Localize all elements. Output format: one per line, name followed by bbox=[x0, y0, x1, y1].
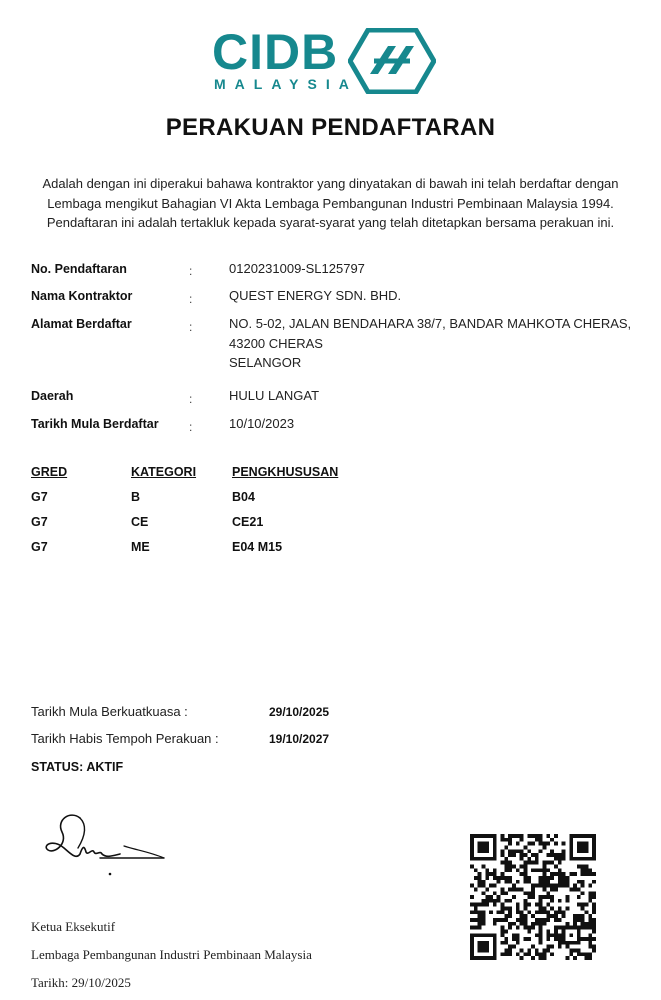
label-alamat: Alamat Berdaftar bbox=[31, 317, 132, 331]
value-alamat bbox=[229, 314, 631, 373]
qr-code-image bbox=[470, 834, 596, 960]
value-no-pendaftaran: 0120231009-SL125797 bbox=[229, 261, 365, 276]
cell-kategori: ME bbox=[131, 540, 150, 554]
cidb-logo bbox=[212, 24, 440, 96]
signature-date: Tarikh: 29/10/2025 bbox=[31, 975, 131, 990]
colon: : bbox=[189, 292, 193, 306]
logo-subtitle: MALAYSIA bbox=[214, 76, 358, 92]
logo-name: CIDB bbox=[212, 24, 339, 80]
cell-kategori: CE bbox=[131, 515, 149, 529]
header-gred: GRED bbox=[31, 465, 68, 479]
label-no-pendaftaran: No. Pendaftaran bbox=[31, 262, 127, 276]
intro-line: Lembaga mengikut Bahagian VI Akta Lembaga Pembangunan Industri Pembinaan Malaysia 1994. bbox=[47, 195, 614, 211]
label-nama-kontraktor: Nama Kontraktor bbox=[31, 289, 133, 303]
cell-gred: G7 bbox=[31, 515, 48, 529]
signature-image bbox=[40, 808, 170, 880]
cell-gred: G7 bbox=[31, 540, 48, 554]
label-tarikh-mula: Tarikh Mula Berdaftar bbox=[31, 417, 159, 431]
value-tarikh-habis-tempoh: 19/10/2027 bbox=[269, 732, 330, 746]
value-tarikh-mula-berkuatkuasa: 29/10/2025 bbox=[269, 705, 330, 719]
colon: : bbox=[189, 420, 193, 434]
value-tarikh-mula: 10/10/2023 bbox=[229, 416, 295, 431]
status-text: STATUS: AKTIF bbox=[31, 760, 124, 774]
label-daerah: Daerah bbox=[31, 389, 74, 403]
page-title: PERAKUAN PENDAFTARAN bbox=[165, 114, 496, 141]
label-tarikh-mula-berkuatkuasa: Tarikh Mula Berkuatkuasa : bbox=[31, 704, 188, 719]
cell-pengkhususan: B04 bbox=[232, 490, 255, 504]
value-daerah: HULU LANGAT bbox=[229, 388, 320, 403]
signatory-role: Ketua Eksekutif bbox=[31, 919, 116, 934]
cell-gred: G7 bbox=[31, 490, 48, 504]
cell-pengkhususan: CE21 bbox=[232, 515, 264, 529]
address-line: NO. 5-02, JALAN BENDAHARA 38/7, BANDAR MAHKOTA CHERAS, bbox=[229, 316, 632, 331]
cidb-emblem-icon bbox=[348, 28, 436, 94]
intro-line: Pendaftaran ini adalah tertakluk kepada syarat-syarat yang telah ditetapkan bersama perakuan ini. bbox=[46, 215, 615, 230]
header-kategori: KATEGORI bbox=[131, 465, 197, 479]
cell-pengkhususan: E04 M15 bbox=[232, 540, 283, 554]
signatory-organisation: Lembaga Pembangunan Industri Pembinaan Malaysia bbox=[31, 947, 312, 962]
colon: : bbox=[189, 264, 193, 278]
header-pengkhususan: PENGKHUSUSAN bbox=[232, 465, 339, 479]
colon: : bbox=[189, 392, 193, 406]
address-line: 43200 CHERAS bbox=[229, 335, 323, 351]
intro-paragraph bbox=[22, 174, 639, 233]
label-tarikh-habis-tempoh: Tarikh Habis Tempoh Perakuan : bbox=[31, 731, 219, 746]
value-nama-kontraktor: QUEST ENERGY SDN. BHD. bbox=[229, 288, 402, 303]
address-line: SELANGOR bbox=[229, 355, 302, 370]
intro-line: Adalah dengan ini diperakui bahawa kontraktor yang dinyatakan di bawah ini telah berdaftar dengan bbox=[42, 176, 619, 191]
colon: : bbox=[189, 320, 193, 334]
cell-kategori: B bbox=[131, 490, 141, 504]
